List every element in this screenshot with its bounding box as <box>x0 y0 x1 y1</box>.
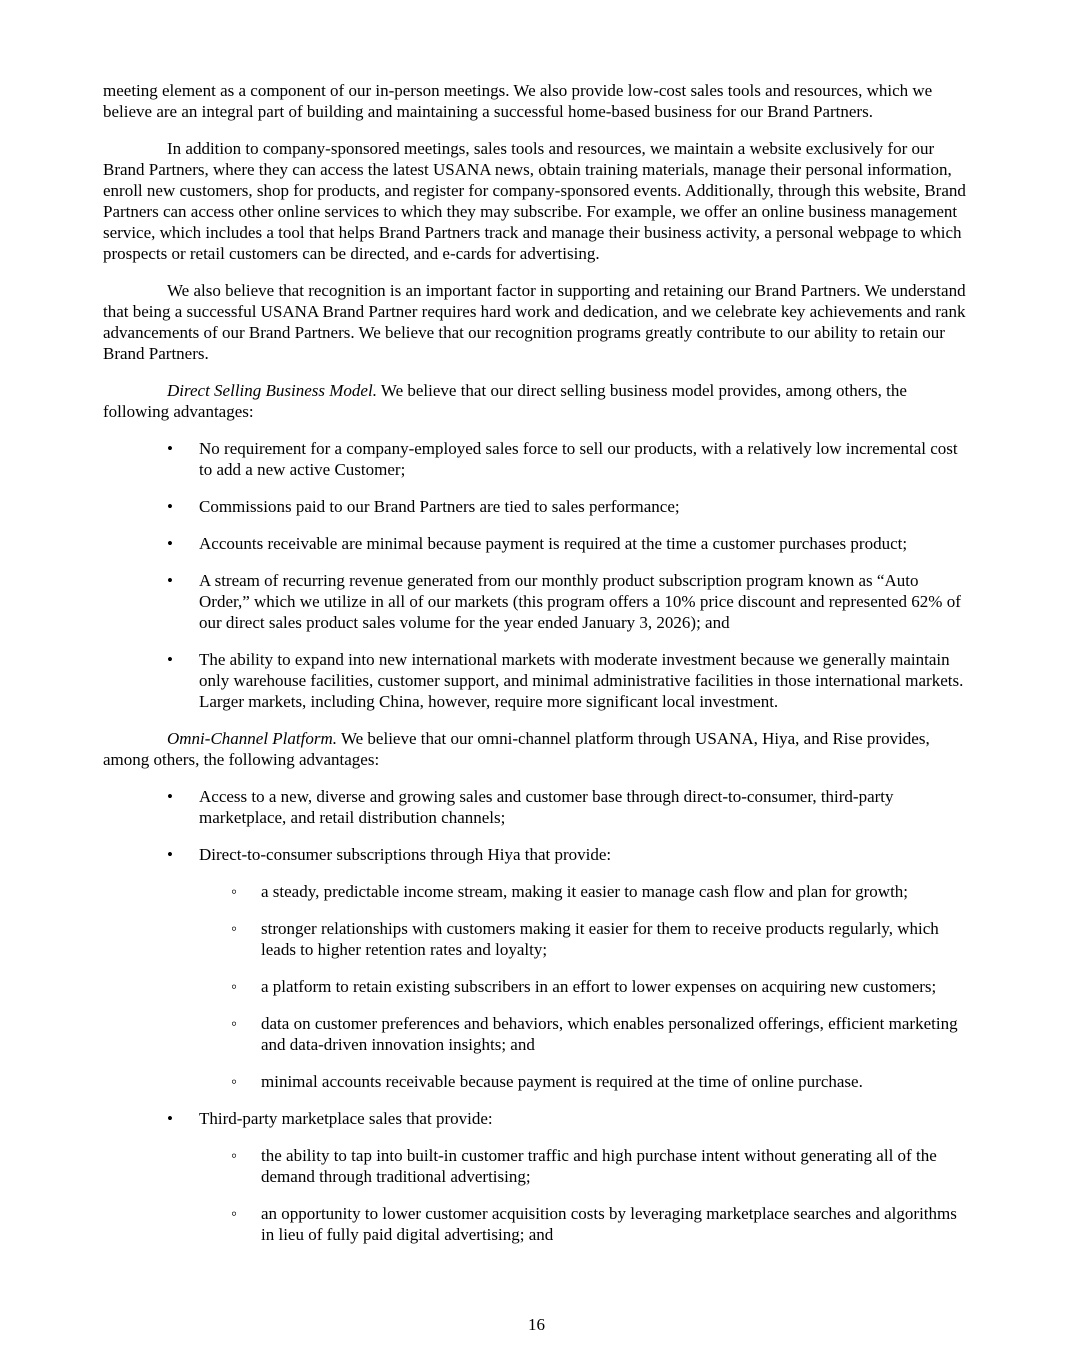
sub-bullet-icon: ◦ <box>231 919 238 938</box>
bullet-icon: • <box>167 650 173 669</box>
section-lead-direct-selling: Direct Selling Business Model. <box>167 381 377 400</box>
sub-bullet-text: a steady, predictable income stream, making it easier to manage cash flow and plan for growth; <box>261 882 909 901</box>
bullet-item <box>103 496 970 517</box>
bullet-icon: • <box>167 571 173 590</box>
sub-bullet-item <box>103 1071 970 1092</box>
section-lead-direct-selling-rest: We believe that our direct selling business model provides, among others, the following advantages: <box>103 381 907 421</box>
paragraph-website: In addition to company-sponsored meetings, sales tools and resources, we maintain a website exclusively for our Brand Partners, where they can access the latest USANA news, obtain training materials, manage their personal information, enroll new customers, shop for products, and register for company-sponsored events. Additionally, through this website, Brand Partners can access other online services to which they may subscribe. For example, we offer an online business management service, which includes a tool that helps Brand Partners track and manage their business activity, a personal webpage to which prospects or retail customers can be directed, and e-cards for advertising. <box>103 139 966 263</box>
section-lead-omni-channel: Omni-Channel Platform. <box>167 729 337 748</box>
bullet-icon: • <box>167 439 173 458</box>
sub-bullet-icon: ◦ <box>231 1146 238 1165</box>
paragraph-direct-selling-intro <box>103 380 970 422</box>
sub-bullet-text: data on customer preferences and behaviors, which enables personalized offerings, efficient marketing and data-driven innovation insights; and <box>261 1014 958 1054</box>
page-number: 16 <box>528 1315 545 1334</box>
sub-bullet-text: the ability to tap into built-in customer traffic and high purchase intent without generating all of the demand through traditional advertising; <box>261 1146 937 1186</box>
sub-bullet-item <box>103 976 970 997</box>
bullet-icon: • <box>167 1109 173 1128</box>
bullet-text: Access to a new, diverse and growing sales and customer base through direct-to-consumer, third-party marketplace, and retail distribution channels; <box>199 787 894 827</box>
sub-bullet-item <box>103 1145 970 1187</box>
bullet-icon: • <box>167 534 173 553</box>
sub-bullet-text: minimal accounts receivable because payment is required at the time of online purchase. <box>261 1072 863 1091</box>
bullet-text: The ability to expand into new international markets with moderate investment because we generally maintain only warehouse facilities, customer support, and minimal administrative facilities in those international markets. Larger markets, including China, however, require more significant local investment. <box>199 650 964 711</box>
bullet-text: Third-party marketplace sales that provide: <box>199 1109 493 1128</box>
bullet-text: Direct-to-consumer subscriptions through Hiya that provide: <box>199 845 612 864</box>
sub-bullet-text: an opportunity to lower customer acquisition costs by leveraging marketplace searches and algorithms in lieu of fully paid digital advertising; and <box>261 1204 957 1244</box>
paragraph-meetings-continuation: meeting element as a component of our in-person meetings. We also provide low-cost sales tools and resources, which we believe are an integral part of building and maintaining a successful home-based business for our Brand Partners. <box>103 81 933 121</box>
bullet-item <box>103 649 970 712</box>
sub-bullet-icon: ◦ <box>231 1072 238 1091</box>
paragraph-recognition: We also believe that recognition is an important factor in supporting and retaining our Brand Partners. We understand that being a successful USANA Brand Partner requires hard work and dedication, and we celebrate key achievements and rank advancements of our Brand Partners. We believe that our recognition programs greatly contribute to our ability to retain our Brand Partners. <box>103 281 966 363</box>
bullet-icon: • <box>167 787 173 806</box>
bullet-item <box>103 570 970 633</box>
bullet-text: Commissions paid to our Brand Partners are tied to sales performance; <box>199 497 680 516</box>
sub-bullet-item <box>103 881 970 902</box>
bullet-icon: • <box>167 845 173 864</box>
bullet-item <box>103 844 970 865</box>
bullet-icon: • <box>167 497 173 516</box>
paragraph-omni-channel-intro <box>103 728 970 770</box>
bullet-item <box>103 1108 970 1129</box>
section-lead-omni-channel-rest: We believe that our omni-channel platform through USANA, Hiya, and Rise provides, among others, the following advantages: <box>103 729 930 769</box>
sub-bullet-item <box>103 1203 970 1245</box>
sub-bullet-text: a platform to retain existing subscribers in an effort to lower expenses on acquiring new customers; <box>261 977 937 996</box>
sub-bullet-icon: ◦ <box>231 882 238 901</box>
sub-bullet-item <box>103 918 970 960</box>
sub-bullet-icon: ◦ <box>231 1014 238 1033</box>
bullet-item <box>103 533 970 554</box>
bullet-text: No requirement for a company-employed sales force to sell our products, with a relatively low incremental cost to add a new active Customer; <box>199 439 958 479</box>
sub-bullet-text: stronger relationships with customers making it easier for them to receive products regularly, which leads to higher retention rates and loyalty; <box>261 919 939 959</box>
sub-bullet-item <box>103 1013 970 1055</box>
bullet-text: A stream of recurring revenue generated from our monthly product subscription program known as “Auto Order,” which we utilize in all of our markets (this program offers a 10% price discount and represented 62% of our direct sales product sales volume for the year ended January 3, 2026); and <box>199 571 961 632</box>
bullet-text: Accounts receivable are minimal because payment is required at the time a customer purchases product; <box>199 534 908 553</box>
sub-bullet-icon: ◦ <box>231 1204 238 1223</box>
bullet-item <box>103 438 970 480</box>
sub-bullet-icon: ◦ <box>231 977 238 996</box>
bullet-item <box>103 786 970 828</box>
